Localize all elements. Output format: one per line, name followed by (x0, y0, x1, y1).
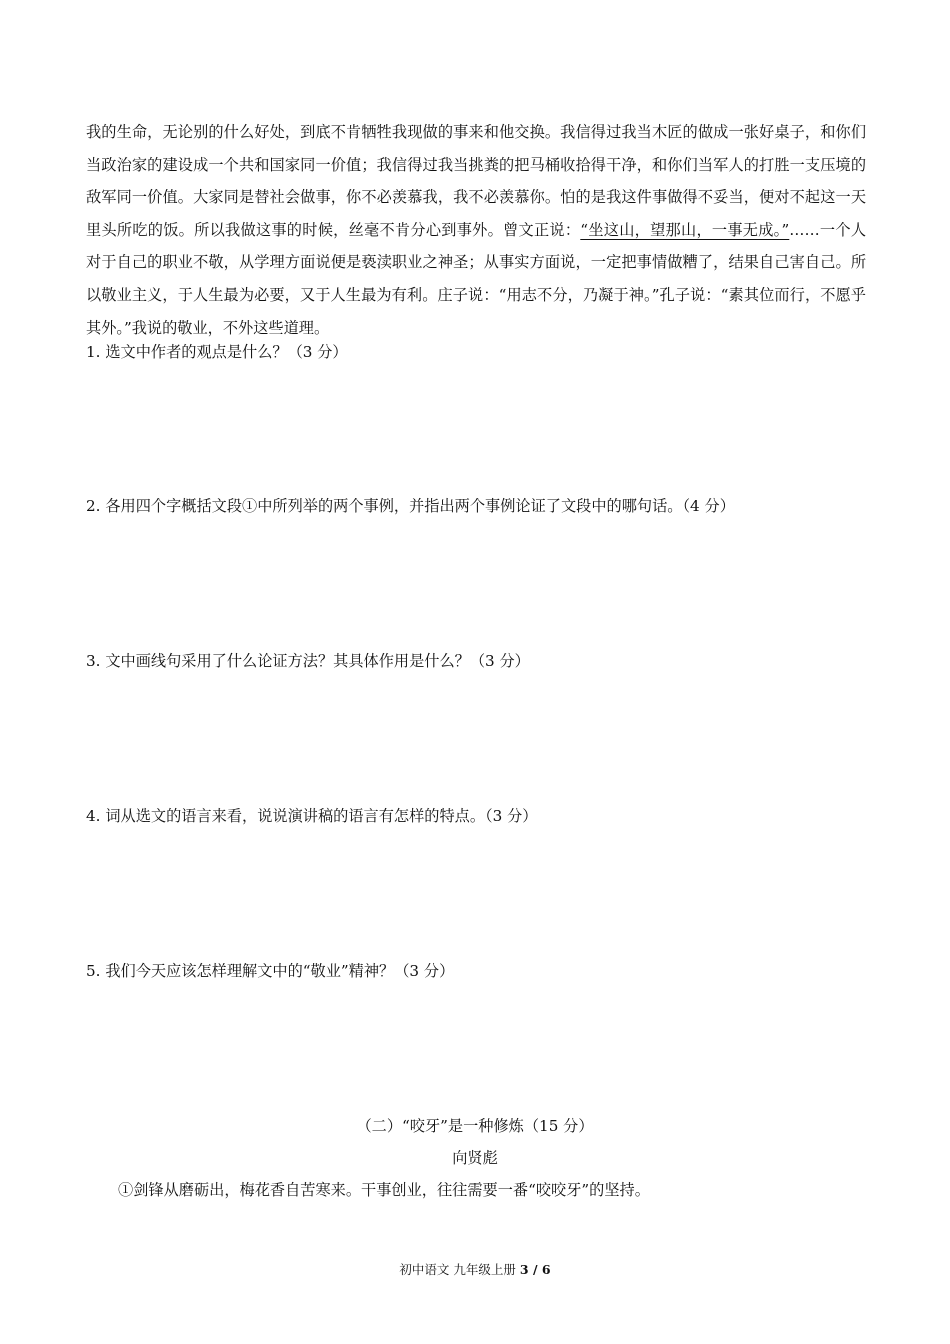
page-number: 3 / 6 (519, 1262, 551, 1277)
question-4: 4. 词从选文的语言来看，说说演讲稿的语言有怎样的特点。（3 分） (86, 807, 538, 825)
question-3: 3. 文中画线句采用了什么论证方法？其具体作用是什么？（3 分） (86, 652, 530, 670)
passage-text-after: ……一个人对于自己的职业不敬，从学理方面说便是亵渎职业之神圣；从事实方面说，一定把事情做糟了，结果自己害自己。所以敬业主义，于人生最为必要，又于人生最为有利。庄子说：“用志不分，乃凝于神。”孔子说：“素其位而行，不愿乎其外。”我说的敬业，不外这些道理。 (86, 220, 867, 337)
section-2-title: （二）“咬牙”是一种修炼（15 分） (356, 1117, 594, 1135)
footer-label: 初中语文 九年级上册 (399, 1262, 516, 1277)
reading-passage (86, 116, 866, 344)
question-5: 5. 我们今天应该怎样理解文中的“敬业”精神？（3 分） (86, 962, 455, 980)
question-1: 1. 选文中作者的观点是什么？（3 分） (86, 343, 348, 361)
passage-text-before: 我的生命，无论别的什么好处，到底不肯牺牲我现做的事来和他交换。我信得过我当木匠的做成一张好桌子，和你们当政治家的建设成一个共和国家同一价值；我信得过我当挑粪的把马桶收拾得干净，和你们当军人的打胜一支压境的敌军同一价值。大家同是替社会做事，你不必羡慕我，我不必羡慕你。怕的是我这件事做得不妥当，便对不起这一天里头所吃的饭。所以我做这事的时候，丝毫不肯分心到事外。曾文正说： (86, 123, 866, 239)
question-2: 2. 各用四个字概括文段①中所列举的两个事例，并指出两个事例论证了文段中的哪句话。（4 分） (86, 497, 735, 515)
page-footer (0, 1260, 950, 1280)
section-2-first-paragraph: ①剑锋从磨砺出，梅花香自苦寒来。干事创业，往往需要一番“咬咬牙”的坚持。 (118, 1181, 650, 1199)
underlined-sentence: “坐这山，望那山，一事无成。” (580, 220, 790, 239)
section-2-author: 向贤彪 (452, 1149, 498, 1167)
